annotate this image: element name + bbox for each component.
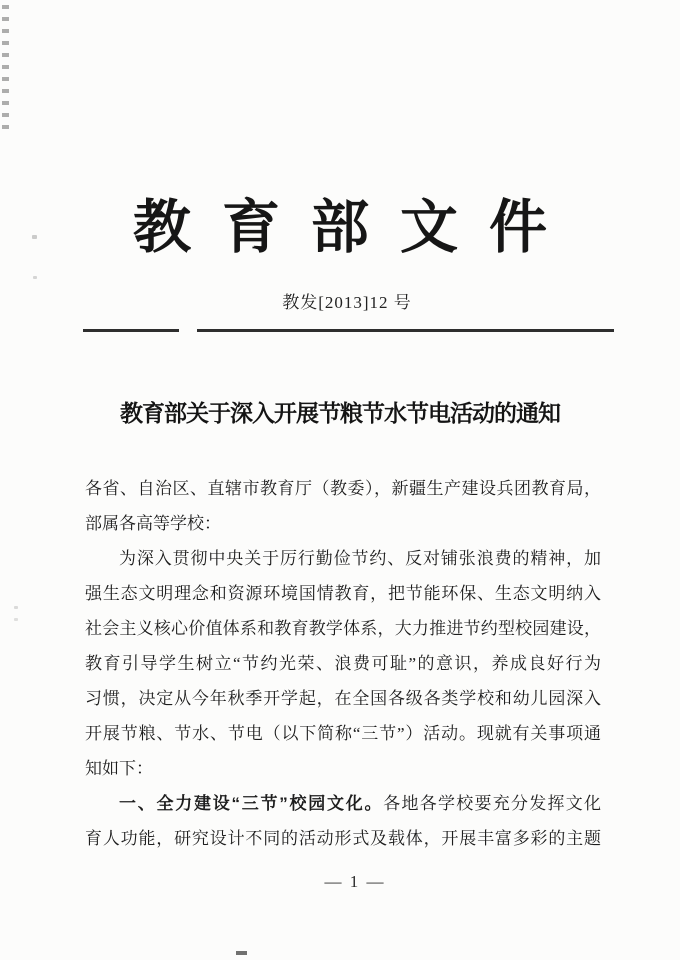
body-text: 为深入贯彻中央关于厉行勤俭节约、反对铺张浪费的精神，加 <box>119 549 601 568</box>
body-line <box>85 576 601 611</box>
body-text-bold: 一、全力建设“三节”校园文化。 <box>119 794 384 813</box>
body-line <box>85 506 601 541</box>
page-number: — 1 — <box>324 872 386 891</box>
body-line <box>85 681 601 716</box>
document-title: 教育部关于深入开展节粮节水节电活动的通知 <box>120 401 560 426</box>
body-line <box>85 646 601 681</box>
document-body <box>85 471 601 856</box>
body-line <box>85 471 601 506</box>
divider-segment-right <box>197 329 614 332</box>
body-line <box>85 541 601 576</box>
body-text: 知如下： <box>85 759 153 778</box>
scan-artifact-bottom <box>236 951 247 955</box>
body-text: 部属各高等学校： <box>85 514 221 533</box>
scan-artifact-left-edge <box>2 5 9 133</box>
body-line <box>85 821 601 856</box>
body-text: 习惯，决定从今年秋季开学起，在全国各级各类学校和幼儿园深入 <box>85 689 601 708</box>
scan-speck <box>14 606 18 609</box>
agency-letterhead-title: 教育部文件 <box>132 195 578 260</box>
body-text: 强生态文明理念和资源环境国情教育，把节能环保、生态文明纳入 <box>85 584 601 603</box>
body-text: 社会主义核心价值体系和教育教学体系，大力推进节约型校园建设， <box>85 619 601 638</box>
body-text: 开展节粮、节水、节电（以下简称“三节”）活动。现就有关事项通 <box>85 724 601 743</box>
body-line <box>85 786 601 821</box>
letterhead-divider-line <box>83 329 614 332</box>
body-line <box>85 611 601 646</box>
scan-speck <box>14 618 18 621</box>
document-number: 教发[2013]12 号 <box>282 293 412 312</box>
body-text: 教育引导学生树立“节约光荣、浪费可耻”的意识，养成良好行为 <box>85 654 601 673</box>
scan-speck <box>33 276 37 279</box>
body-text: 各省、自治区、直辖市教育厅（教委），新疆生产建设兵团教育局， <box>85 479 601 498</box>
body-text: 育人功能，研究设计不同的活动形式及载体，开展丰富多彩的主题 <box>85 829 601 848</box>
divider-segment-left <box>83 329 179 332</box>
body-line <box>85 751 601 786</box>
body-text: 各地各学校要充分发挥文化 <box>383 794 601 813</box>
body-line <box>85 716 601 751</box>
